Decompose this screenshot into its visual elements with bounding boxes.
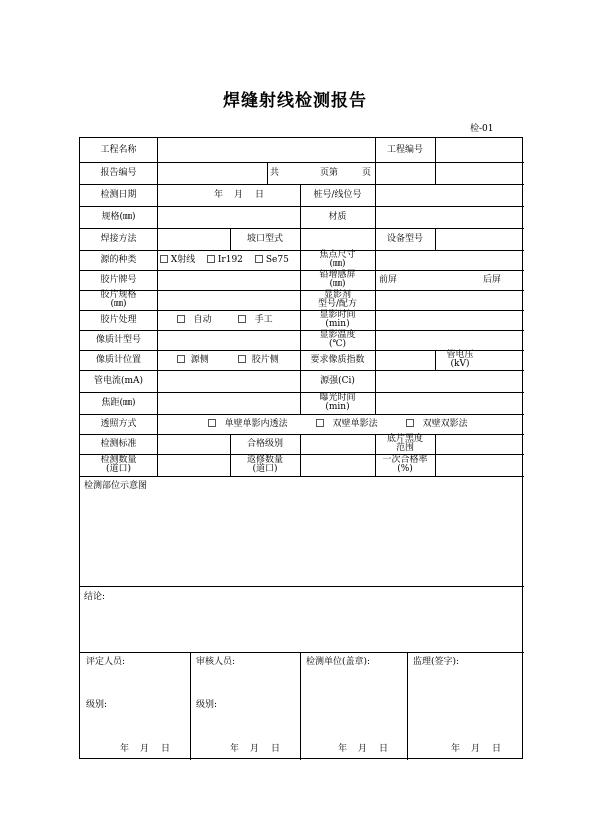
label-repair-count: [230, 456, 300, 474]
label-tube-voltage: [435, 351, 485, 369]
document-number: 检-01: [470, 124, 494, 134]
label-page: 页: [362, 168, 372, 178]
checkbox[interactable]: [316, 419, 324, 427]
checkbox[interactable]: [207, 255, 215, 263]
label-line: 检测数量: [100, 455, 137, 465]
label-total: 共: [270, 168, 280, 178]
sign-date-month: 月: [250, 744, 260, 754]
page-title: 焊缝射线检测报告: [223, 91, 367, 111]
label-test-standard: 检测标准: [100, 439, 137, 449]
checkbox[interactable]: [406, 419, 414, 427]
label-project-name: 工程名称: [100, 145, 137, 155]
label-groove-type: 坡口型式: [246, 234, 283, 244]
label-test-unit: 检测单位(盖章):: [306, 657, 371, 667]
method-dwdi[interactable]: [406, 419, 468, 429]
label-line: (㎜): [110, 299, 127, 309]
label-line: 焦点尺寸: [319, 250, 356, 260]
label-line: 底片黑度: [386, 434, 423, 444]
label-spec: 规格(㎜): [101, 212, 136, 222]
label-film-process: 胶片处理: [100, 315, 137, 325]
label-evaluator: 评定人员:: [86, 657, 126, 667]
label-first-pass: [375, 456, 435, 474]
label-iqi-position: 像质计位置: [95, 355, 141, 365]
label-reviewer-level: 级别:: [196, 700, 218, 710]
checkbox[interactable]: [238, 315, 246, 323]
label-line: 管电压: [446, 350, 474, 360]
sign-date-day: 日: [492, 744, 502, 754]
option-label: Se75: [265, 255, 289, 265]
iqi-film-side[interactable]: [238, 355, 279, 365]
label-evaluator-level: 级别:: [86, 700, 108, 710]
label-line: 显影温度: [319, 330, 356, 340]
option-label: 双壁单影法: [332, 419, 378, 429]
label-material: 材质: [328, 212, 347, 222]
label-line: (㎜): [329, 259, 346, 269]
label-reviewer: 审核人员:: [196, 657, 236, 667]
source-se75[interactable]: [255, 255, 289, 265]
label-film-brand: 胶片牌号: [100, 275, 137, 285]
sign-date-month: 月: [358, 744, 368, 754]
checkbox[interactable]: [255, 255, 263, 263]
label-line: 显影时间: [319, 310, 356, 320]
label-conclusion: 结论:: [84, 592, 106, 602]
method-swsi[interactable]: [208, 419, 288, 429]
label-source-type: 源的种类: [100, 255, 137, 265]
label-lead-screen: [300, 271, 375, 289]
label-diagram: 检测部位示意图: [84, 481, 148, 491]
checkbox[interactable]: [238, 355, 246, 363]
option-label: Ir192: [217, 255, 243, 265]
sign-date-year: 年: [338, 744, 348, 754]
label-line: (kV): [450, 359, 470, 369]
label-line: 铅增感屏: [319, 270, 356, 280]
label-transillum: 透照方式: [100, 419, 137, 429]
option-label: 手工: [254, 315, 273, 325]
label-line: 范围: [395, 443, 414, 453]
report-table: [79, 137, 523, 759]
label-source-strength: 源强(Ci): [320, 376, 355, 386]
process-auto[interactable]: [177, 315, 212, 325]
label-dev-temp: [300, 331, 375, 349]
label-line: (㎜): [329, 279, 346, 289]
source-xray[interactable]: [160, 255, 195, 265]
label-front-screen: 前屏: [379, 275, 398, 285]
label-test-count: [80, 456, 157, 474]
label-line: (道口): [252, 464, 278, 474]
label-test-date: 检测日期: [100, 190, 137, 200]
checkbox[interactable]: [160, 255, 168, 263]
option-label: 源侧: [190, 355, 209, 365]
label-line: (道口): [105, 464, 132, 474]
label-line: 显影剂: [323, 290, 351, 300]
option-label: 胶片侧: [251, 355, 279, 365]
sign-date-day: 日: [379, 744, 389, 754]
label-line: (min): [325, 319, 350, 329]
sign-date-day: 日: [271, 744, 281, 754]
label-back-screen: 后屏: [483, 275, 502, 285]
label-project-no: 工程编号: [386, 145, 423, 155]
option-label: 单壁单影内透法: [224, 419, 288, 429]
source-ir192[interactable]: [207, 255, 243, 265]
option-label: X射线: [170, 255, 196, 265]
label-line: 型号/配方: [317, 299, 358, 309]
label-focal-size: [300, 251, 375, 269]
label-iqi-model: 像质计型号: [95, 335, 141, 345]
label-density-range: [375, 435, 435, 453]
label-device-model: 设备型号: [386, 234, 423, 244]
label-line: 一次合格率: [382, 455, 428, 465]
date-day: 日: [255, 190, 265, 200]
label-qual-level: 合格级别: [246, 439, 283, 449]
label-weld-method: 焊接方法: [100, 234, 137, 244]
label-focal-distance: 焦距(㎜): [101, 398, 136, 408]
sign-date-year: 年: [451, 744, 461, 754]
label-exposure-time: [300, 394, 375, 412]
label-report-no: 报告编号: [100, 168, 137, 178]
label-pile-no: 桩号/线位号: [313, 190, 362, 200]
label-developer: [300, 291, 375, 309]
label-page-no: 页第: [320, 168, 339, 178]
label-line: (℃): [328, 339, 347, 349]
label-tube-current: 管电流(mA): [93, 376, 144, 386]
label-line: (min): [325, 402, 350, 412]
sign-date-month: 月: [471, 744, 481, 754]
iqi-source-side[interactable]: [177, 355, 209, 365]
method-dwsi[interactable]: [316, 419, 378, 429]
label-line: 曝光时间: [319, 393, 356, 403]
label-line: (%): [397, 464, 413, 474]
option-label: 自动: [193, 315, 212, 325]
label-film-spec: [80, 291, 157, 309]
label-req-quality: 要求像质指数: [310, 355, 365, 365]
sign-date-year: 年: [230, 744, 240, 754]
checkbox[interactable]: [177, 355, 185, 363]
checkbox[interactable]: [177, 315, 185, 323]
process-manual[interactable]: [238, 315, 273, 325]
date-year: 年: [214, 190, 224, 200]
label-dev-time: [300, 311, 375, 329]
date-month: 月: [234, 190, 244, 200]
label-line: 返修数量: [246, 455, 283, 465]
checkbox[interactable]: [208, 419, 216, 427]
label-supervisor: 监理(签字):: [413, 657, 460, 667]
sign-date-day: 日: [161, 744, 171, 754]
sign-date-month: 月: [140, 744, 150, 754]
label-line: 胶片规格: [100, 290, 137, 300]
sign-date-year: 年: [120, 744, 130, 754]
option-label: 双壁双影法: [422, 419, 468, 429]
